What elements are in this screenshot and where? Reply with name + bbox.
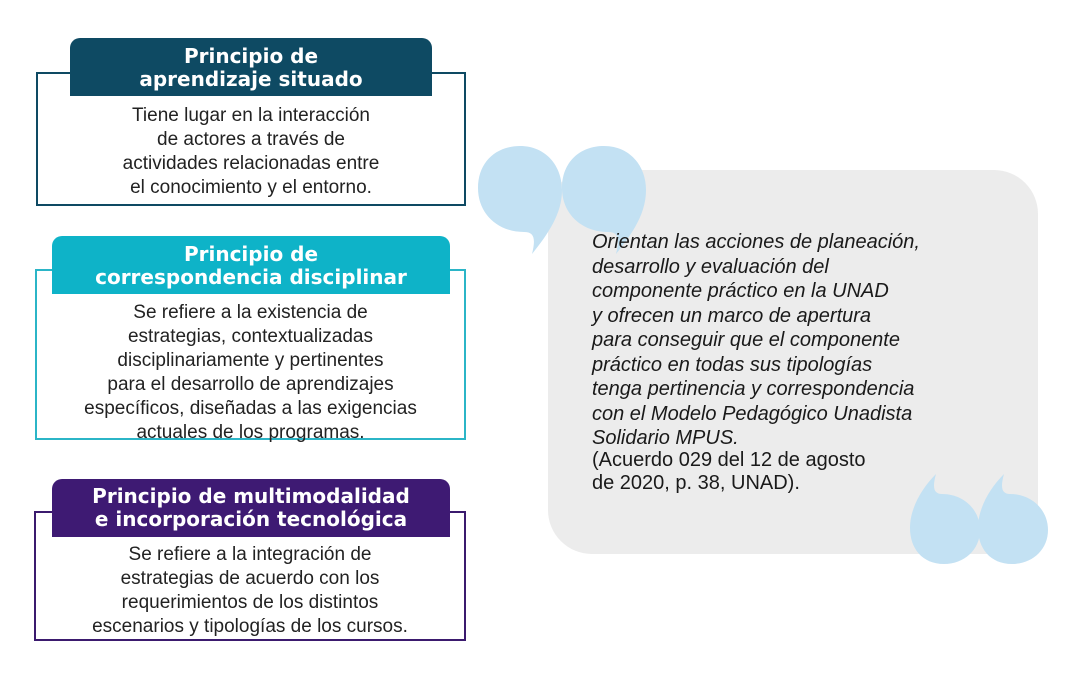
principle-description: Tiene lugar en la interacción de actores a través de actividades relacionadas entre el conocimiento y el entorno.	[122, 105, 380, 198]
principle-description: Se refiere a la existencia de estrategias, contextualizadas disciplinariamente y pertinentes para el desarrollo de aprendizajes específicos, diseñadas a las exigencias actuales de los programas.	[84, 302, 417, 443]
principle-title: Principio de multimodalidad e incorporación tecnológica	[52, 479, 450, 537]
quote-text: Orientan las acciones de planeación, desarrollo y evaluación del componente práctico en la UNAD y ofrecen un marco de apertura para conseguir que el componente práctico en todas sus tipologías tenga pertinencia y correspondencia con el Modelo Pedagógico Unadista Solidario MPUS.	[592, 231, 920, 449]
quote-citation: (Acuerdo 029 del 12 de agosto de 2020, p. 38, UNAD).	[592, 449, 866, 494]
principle-description: Se refiere a la integración de estrategias de acuerdo con los requerimientos de los distintos escenarios y tipologías de los cursos.	[92, 544, 408, 637]
principle-title: Principio de correspondencia disciplinar	[52, 236, 450, 294]
principle-card-correspondencia-disciplinar	[35, 269, 466, 443]
principle-title: Principio de aprendizaje situado	[70, 38, 432, 96]
